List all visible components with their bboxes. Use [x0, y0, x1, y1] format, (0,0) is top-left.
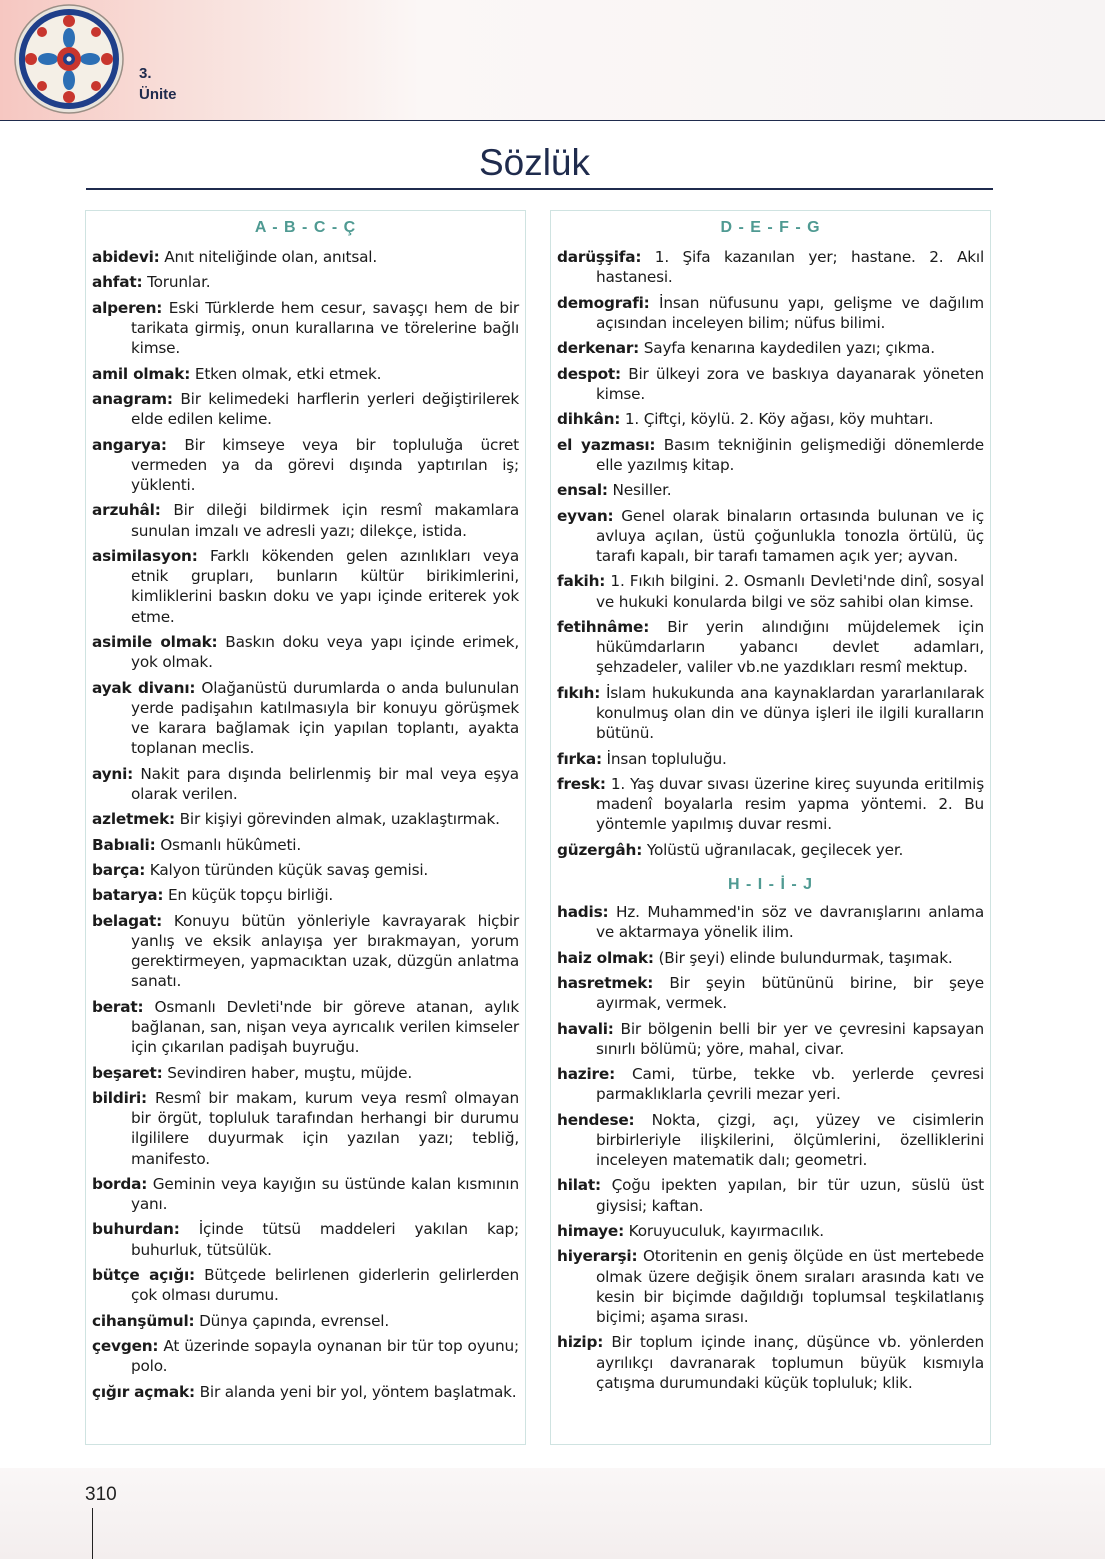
entry-definition: İnsan topluluğu.	[606, 749, 727, 768]
unit-label	[139, 63, 177, 105]
glossary-entry	[92, 1063, 519, 1083]
entry-definition: Resmî bir makam, kurum veya resmî olmayan bir örgüt, topluluk tarafından herhangi bir durumu ilgililere duyurmak için yazılan yazı; tebliğ, manifesto.	[131, 1088, 519, 1168]
entry-term: fakih:	[557, 572, 606, 591]
entry-definition: Otoritenin en geniş ölçüde en üst mertebede olmak üzere değişik önem sıraları arasında katı ve kesin bir biçimde dağıldığı toplumsal teşkilatlanış biçimi; aşama sırası.	[596, 1247, 984, 1327]
entry-definition: Farklı kökenden gelen azınlıkları veya etnik grupları, bunların kültür birikimlerini, kimliklerini baskın doku ve yapı içinde eriterek yok etme.	[131, 546, 519, 626]
glossary-entry	[557, 506, 984, 567]
glossary-entry	[557, 1019, 984, 1059]
glossary-entry	[557, 840, 984, 860]
entry-definition: Nakit para dışında belirlenmiş bir mal veya eşya olarak verilen.	[131, 764, 519, 803]
entry-definition: İçinde tütsü maddeleri yakılan kap; buhurluk, tütsülük.	[131, 1220, 519, 1259]
entry-term: belagat:	[92, 911, 162, 930]
glossary-entry	[557, 293, 984, 333]
glossary-entry	[557, 1221, 984, 1241]
entry-term: abidevi:	[92, 248, 160, 266]
glossary-entry	[92, 389, 519, 429]
glossary-entry	[557, 1064, 984, 1104]
entry-term: ayni:	[92, 764, 134, 783]
entry-term: anagram:	[92, 389, 173, 408]
glossary-entry	[92, 809, 519, 829]
unit-name: Ünite	[139, 86, 177, 103]
glossary-entry	[557, 973, 984, 1013]
entry-term: angarya:	[92, 435, 167, 454]
glossary-entry	[557, 1175, 984, 1215]
entry-term: çığır açmak:	[92, 1382, 195, 1401]
glossary-entry	[557, 480, 984, 500]
entry-definition: Cami, türbe, tekke vb. yerlerde çevresi parmaklıklarla çevrili mezar yeri.	[596, 1065, 984, 1104]
entry-term: beşaret:	[92, 1063, 163, 1082]
glossary-entry	[92, 247, 519, 267]
glossary-entry	[92, 1088, 519, 1169]
entry-definition: Bir ülkeyi zora ve baskıya dayanarak yöneten kimse.	[596, 364, 984, 403]
page-number-rule	[92, 1508, 93, 1559]
glossary-entry	[557, 435, 984, 475]
glossary-entry	[92, 1174, 519, 1214]
entry-term: hizip:	[557, 1333, 604, 1352]
entry-term: hadis:	[557, 902, 609, 921]
glossary-entry	[92, 997, 519, 1058]
entry-definition: Bir şeyin bütününü birine, bir şeye ayırmak, vermek.	[596, 973, 984, 1013]
glossary-entry	[92, 1336, 519, 1376]
glossary-entry	[92, 435, 519, 496]
entry-definition: (Bir şeyi) elinde bulundurmak, taşımak.	[658, 948, 953, 967]
entry-definition: Sayfa kenarına kaydedilen yazı; çıkma.	[643, 339, 935, 358]
entry-definition: Sevindiren haber, muştu, müjde.	[167, 1063, 413, 1082]
entry-definition: Dünya çapında, evrensel.	[199, 1311, 389, 1330]
entry-term: despot:	[557, 364, 621, 383]
glossary-entry	[92, 1311, 519, 1331]
glossary-entry	[557, 338, 984, 358]
entry-definition: Eski Türklerde hem cesur, savaşçı hem de bir tarikata girmiş, onun kurallarına ve törelerine bağlı kimse.	[131, 298, 519, 358]
entry-term: amil olmak:	[92, 364, 191, 383]
entry-term: fıkıh:	[557, 683, 601, 702]
page-title: Sözlük	[478, 142, 590, 183]
header-divider	[0, 120, 1105, 121]
entry-definition: Hz. Muhammed'in söz ve davranışlarını anlama ve aktarmaya yönelik ilim.	[596, 902, 984, 942]
entry-term: hazire:	[557, 1065, 615, 1084]
entry-term: güzergâh:	[557, 840, 643, 859]
entry-term: darüşşifa:	[557, 248, 642, 266]
entry-definition: 1. Şifa kazanılan yer; hastane. 2. Akıl hastanesi.	[596, 248, 984, 287]
entry-definition: Kalyon türünden küçük savaş gemisi.	[149, 860, 429, 879]
entry-term: himaye:	[557, 1222, 624, 1241]
entry-term: arzuhâl:	[92, 501, 161, 520]
glossary-entry	[92, 546, 519, 627]
entry-definition: Bir bölgenin belli bir yer ve çevresini kapsayan sınırlı bölümü; yöre, mahal, civar.	[596, 1019, 984, 1058]
entry-definition: Anıt niteliğinde olan, anıtsal.	[164, 248, 377, 266]
entry-definition: Bir kimseye veya bir topluluğa ücret vermeden ya da görevi dışında yaptırılan iş; yüklenti.	[131, 435, 519, 494]
glossary-entry	[92, 1382, 519, 1402]
entry-term: derkenar:	[557, 339, 640, 358]
glossary-entry	[557, 948, 984, 968]
title-rule	[86, 188, 993, 190]
entry-definition: İslam hukukunda ana kaynaklardan yararlanılarak konulmuş olan din ve dünya işleri ile ilgili kuralların bütünü.	[596, 683, 984, 743]
glossary-entry	[92, 860, 519, 880]
section-heading: D - E - F - G	[720, 219, 821, 236]
footer-band	[0, 1468, 1105, 1559]
entry-definition: Genel olarak binaların ortasında bulunan ve iç avluya açılan, üstü çoğunlukla tonozla örtülü, üç tarafı kapalı, bir tarafı tamamen açık yer; ayvan.	[596, 506, 984, 565]
entry-term: bütçe açığı:	[92, 1266, 195, 1285]
entry-term: azletmek:	[92, 810, 175, 829]
glossary-entry	[557, 571, 984, 611]
glossary-column-right	[550, 210, 991, 1445]
entry-list	[92, 247, 519, 1402]
entry-term: cihanşümul:	[92, 1311, 195, 1330]
entry-definition: Torunlar.	[147, 273, 211, 292]
entry-term: fresk:	[557, 774, 606, 793]
glossary-entry	[92, 1265, 519, 1305]
entry-term: fırka:	[557, 749, 602, 768]
entry-term: asimile olmak:	[92, 632, 218, 651]
entry-term: demografi:	[557, 293, 650, 312]
entry-term: berat:	[92, 997, 144, 1016]
entry-list	[557, 247, 984, 860]
glossary-entry	[557, 902, 984, 942]
glossary-entry	[92, 364, 519, 384]
entry-definition: Koruyuculuk, kayırmacılık.	[628, 1222, 824, 1241]
entry-definition: Konuyu bütün yönleriyle kavrayarak hiçbir yanlış ve eksik anlayışa yer bırakmayan, yorum gerektirmeyen, yapmacıktan uzak, düzgün anlatma sanatı.	[131, 911, 519, 991]
glossary-entry	[92, 500, 519, 540]
entry-definition: Bir alanda yeni bir yol, yöntem başlatmak.	[199, 1382, 517, 1401]
entry-definition: Çoğu ipekten yapılan, bir tür uzun, süslü üst giysisi; kaftan.	[596, 1176, 984, 1215]
entry-definition: Bütçede belirlenen giderlerin gelirlerden çok olması durumu.	[131, 1266, 520, 1305]
entry-definition: En küçük topçu birliği.	[167, 886, 334, 905]
section-heading: A - B - C - Ç	[254, 219, 357, 236]
entry-definition: Bir kelimedeki harflerin yerleri değiştirilerek elde edilen kelime.	[131, 389, 519, 429]
entry-term: asimilasyon:	[92, 546, 198, 565]
entry-definition: Bir yerin alındığını müjdelemek için hükümdarların yabancı devlet adamları, şehzadeler, valiler vb.ne yazdıkları resmî mektup.	[596, 617, 984, 677]
entry-term: ensal:	[557, 481, 608, 500]
entry-term: alperen:	[92, 298, 163, 317]
entry-term: haiz olmak:	[557, 948, 654, 967]
entry-definition: Nesiller.	[612, 481, 672, 500]
entry-definition: Baskın doku veya yapı içinde erimek, yok olmak.	[131, 632, 519, 672]
entry-definition: Bir dileği bildirmek için resmî makamlara sunulan imzalı ve adresli yazı; dilekçe, istida.	[131, 501, 519, 540]
entry-definition: 1. Yaş duvar sıvası üzerine kireç suyunda eritilmiş madenî boyalarla resim yapma yöntemi. 2. Bu yöntemle yapılmış duvar resmi.	[596, 774, 984, 834]
glossary-entry	[92, 835, 519, 855]
glossary-entry	[557, 409, 984, 429]
entry-term: havali:	[557, 1019, 614, 1038]
entry-term: eyvan:	[557, 506, 614, 525]
entry-term: borda:	[92, 1174, 148, 1193]
entry-definition: Osmanlı Devleti'nde bir göreve atanan, aylık bağlanan, san, nişan veya ayrıcalık verilen kimseler için çıkarılan padişah buyruğu.	[131, 997, 519, 1057]
glossary-entry	[557, 683, 984, 744]
glossary-entry	[557, 1332, 984, 1393]
entry-definition: 1. Fıkıh bilgini. 2. Osmanlı Devleti'nde dinî, sosyal ve hukuki konularda bilgi ve söz sahibi olan kimse.	[596, 572, 984, 611]
entry-definition: Etken olmak, etki etmek.	[194, 364, 382, 383]
glossary-entry	[92, 632, 519, 672]
entry-definition: Bir toplum içinde inanç, düşünce vb. yönlerden ayrılıkçı davranarak toplumun büyük kısmıyla çatışma durumundaki küçük topluluk; klik.	[596, 1333, 984, 1392]
entry-definition: Basım tekniğinin gelişmediği dönemlerde elle yazılmış kitap.	[596, 435, 984, 474]
glossary-entry	[92, 1219, 519, 1259]
glossary-entry	[92, 911, 519, 992]
glossary-entry	[557, 617, 984, 678]
entry-definition: İnsan nüfusunu yapı, gelişme ve dağılım açısından inceleyen bilim; nüfus bilimi.	[596, 293, 985, 332]
entry-term: dihkân:	[557, 410, 621, 429]
entry-term: hilat:	[557, 1176, 601, 1195]
entry-definition: Yolüstü uğranılacak, geçilecek yer.	[646, 840, 904, 859]
glossary-entry	[557, 1110, 984, 1171]
glossary-entry	[557, 749, 984, 769]
glossary-entry	[557, 364, 984, 404]
entry-term: el yazması:	[557, 435, 656, 454]
entry-term: çevgen:	[92, 1337, 159, 1356]
unit-number: 3.	[139, 65, 152, 82]
entry-term: hendese:	[557, 1110, 635, 1129]
glossary-entry	[557, 247, 984, 287]
entry-definition: Nokta, çizgi, açı, yüzey ve cisimlerin birbirleriyle ilişkilerini, ölçümlerini, özelliklerini inceleyen matematik dalı; geometri.	[596, 1110, 984, 1170]
entry-definition: Geminin veya kayığın su üstünde kalan kısmının yanı.	[131, 1174, 519, 1214]
ornament-medallion-icon	[14, 4, 124, 114]
glossary-entry	[92, 272, 519, 292]
entry-list	[557, 902, 984, 1393]
entry-definition: Osmanlı hükûmeti.	[160, 835, 302, 854]
entry-term: batarya:	[92, 886, 164, 905]
entry-term: fetihnâme:	[557, 617, 650, 636]
glossary-column-left	[85, 210, 526, 1445]
glossary-entry	[92, 678, 519, 759]
glossary-entry	[557, 1246, 984, 1327]
entry-definition: At üzerinde sopayla oynanan bir tür top oyunu; polo.	[131, 1337, 519, 1376]
entry-term: barça:	[92, 860, 146, 879]
entry-term: hasretmek:	[557, 973, 654, 992]
glossary-entry	[92, 885, 519, 905]
entry-term: ayak divanı:	[92, 678, 196, 697]
section-heading: H - I - İ - J	[728, 875, 813, 893]
glossary-entry	[92, 298, 519, 359]
entry-term: hiyerarşi:	[557, 1247, 638, 1266]
glossary-entry	[92, 764, 519, 804]
entry-term: buhurdan:	[92, 1220, 180, 1239]
entry-definition: Bir kişiyi görevinden almak, uzaklaştırmak.	[179, 810, 500, 829]
glossary-entry	[557, 774, 984, 835]
entry-term: ahfat:	[92, 273, 143, 292]
page-number: 310	[85, 1484, 117, 1505]
entry-term: Babıali:	[92, 835, 156, 854]
entry-term: bildiri:	[92, 1088, 147, 1107]
entry-definition: Olağanüstü durumlarda o anda bulunulan yerde padişahın katılmasıyla bir konuyu görüşmek ve karara bağlamak için yapılan toplantı, ayakta toplanan meclis.	[131, 678, 519, 758]
entry-definition: 1. Çiftçi, köylü. 2. Köy ağası, köy muhtarı.	[624, 410, 934, 429]
